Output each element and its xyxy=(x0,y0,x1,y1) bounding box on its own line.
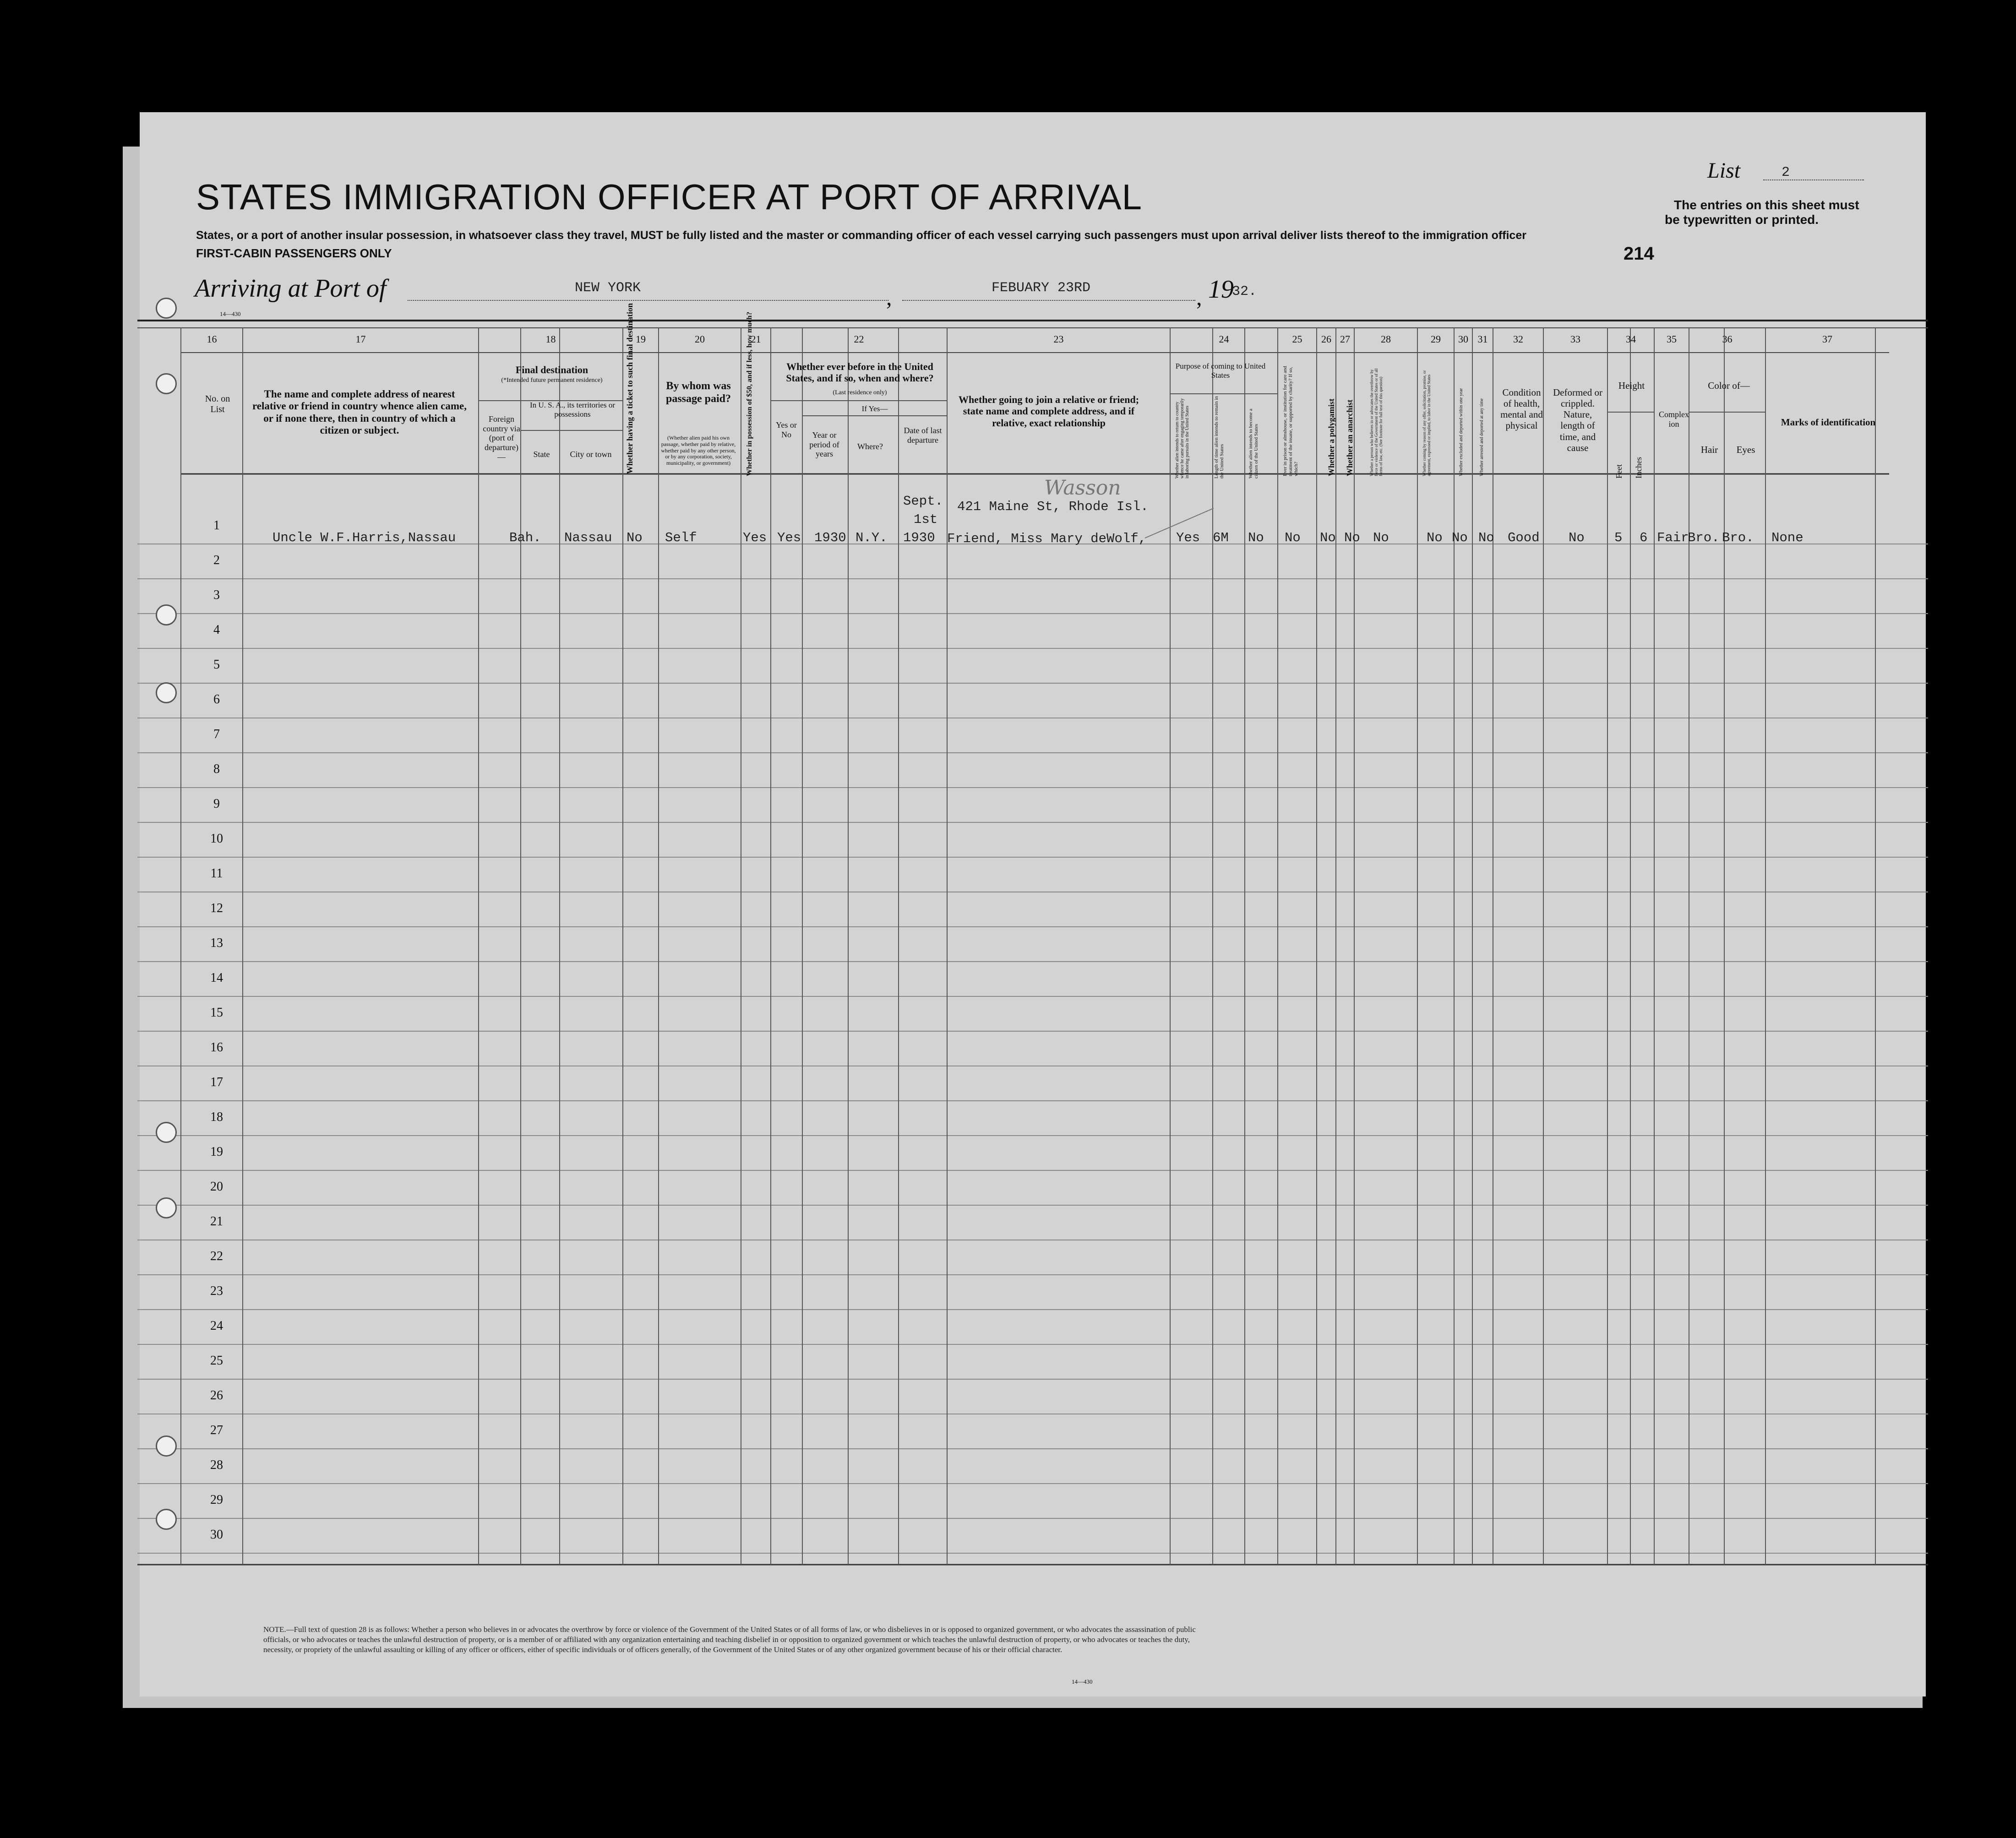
column-number: 17 xyxy=(355,333,366,345)
header-passage-paid: By whom was passage paid? xyxy=(665,380,731,405)
header-polygamist: Whether a polygamist xyxy=(1327,398,1336,476)
entry-foreign-country: Bah. xyxy=(509,530,541,545)
header-deported: Whether arrested and deported at any time xyxy=(1479,398,1484,476)
header-ticket: Whether having a ticket to such final destination xyxy=(625,303,634,474)
row-number: 6 xyxy=(213,692,220,707)
column-number: 18 xyxy=(545,333,556,345)
entry-departure-month: Sept. xyxy=(903,494,943,509)
entry-feet: 5 xyxy=(1614,530,1623,545)
comma: , xyxy=(886,284,892,310)
header-excluded: Whether excluded and deported within one year xyxy=(1459,388,1464,476)
row-number: 29 xyxy=(210,1493,223,1507)
row-number: 19 xyxy=(210,1145,223,1159)
header-foreign-country: Foreign country via (port of departure)— xyxy=(483,414,520,462)
row-number: 7 xyxy=(213,727,220,741)
year-prefix: 19 xyxy=(1208,275,1234,304)
binder-hole-icon xyxy=(156,1436,177,1457)
entry-before-yes-no: Yes xyxy=(777,530,801,545)
header-complexion: Complexion xyxy=(1659,410,1689,429)
row-number: 11 xyxy=(210,866,223,881)
row-number: 4 xyxy=(213,623,220,637)
header-marks: Marks of identification xyxy=(1781,417,1876,428)
entry-relative: Uncle W.F.Harris,Nassau xyxy=(272,530,456,545)
column-number: 16 xyxy=(207,333,217,345)
entry-return-intent: Yes xyxy=(1176,530,1200,545)
entry-eyes: Bro. xyxy=(1722,530,1754,545)
page-title: STATES IMMIGRATION OFFICER AT PORT OF ARRIVAL xyxy=(196,177,1143,217)
entry-complexion: Fair xyxy=(1657,530,1689,545)
header-color-of: Color of— xyxy=(1708,380,1750,391)
row-number: 25 xyxy=(210,1354,223,1368)
row-number: 23 xyxy=(210,1284,223,1298)
column-number: 27 xyxy=(1340,333,1350,345)
binder-hole-icon xyxy=(156,682,177,703)
header-yes-no: Yes or No xyxy=(776,420,797,439)
date-underline xyxy=(902,300,1195,301)
row-number: 10 xyxy=(210,832,223,846)
row-number: 13 xyxy=(210,936,223,950)
footnote: NOTE.—Full text of question 28 is as follows: Whether a person who believes in or advocates the overthrow by force or violence of the Government of the United States or of all forms of law, or who disbelieves in or is opposed to organized government, or who advocates the assassination of public officials, or who advocates or teaches the unlawful destruction of property, or is a member of or affiliated with any organization entertaining and teaching disbelief in or opposition to organized government or which teaches the unlawful destruction of property, or who advocates or teaches the duty, necessity, or propriety of the unlawful assaulting or killing of any officer or officers, either of specific individuals or of officers generally, of the Government of the United States or of any other organized government because of his or their official character. xyxy=(263,1625,1196,1654)
header-anarchist: Whether an anarchist xyxy=(1345,399,1354,476)
binder-hole-icon xyxy=(156,1197,177,1218)
column-number: 29 xyxy=(1431,333,1441,345)
column-number: 31 xyxy=(1477,333,1488,345)
header-length-stay: Length of time alien intends to remain in the United States xyxy=(1214,396,1225,479)
row-number: 5 xyxy=(213,658,220,672)
row-number: 17 xyxy=(210,1075,223,1089)
date-value: FEBUARY 23RD xyxy=(992,280,1091,296)
entry-q29: No xyxy=(1427,530,1443,545)
header-before-in-us: Whether ever before in the United States, and if so, when and where? xyxy=(786,361,934,384)
header-state: State xyxy=(533,450,550,459)
list-number: 2 xyxy=(1782,165,1790,180)
class-line: FIRST-CABIN PASSENGERS ONLY xyxy=(196,246,392,260)
row-number: 30 xyxy=(210,1528,223,1542)
row-number: 28 xyxy=(210,1458,223,1472)
entry-length-of-stay: 6M xyxy=(1213,530,1229,545)
header-departure-date: Date of last departure xyxy=(904,426,942,445)
column-number: 24 xyxy=(1219,333,1229,345)
row-number: 1 xyxy=(213,518,220,533)
header-prison: Ever in prison or almshouse, or institution for care and treatment of the insane, or supported by charity? If so, which? xyxy=(1282,366,1299,476)
comma: , xyxy=(1196,284,1202,310)
header-join-relative: Whether going to join a relative or friend; state name and complete address, and if relative, exact relationship xyxy=(958,394,1139,429)
header-health: Condition of health, mental and physical xyxy=(1500,387,1543,431)
row-number: 18 xyxy=(210,1110,223,1124)
subtitle: States, or a port of another insular possession, in whatsoever class they travel, MUST be fully listed and the master or commanding officer of each vessel carrying such passengers must upon arrival deliver lists thereof to the immigration officer xyxy=(196,229,1526,242)
column-number: 37 xyxy=(1822,333,1832,345)
entry-become-citizen: No xyxy=(1248,530,1264,545)
entry-inches: 6 xyxy=(1640,530,1648,545)
header-last-residence: (Last residence only) xyxy=(833,389,887,396)
header-eyes: Eyes xyxy=(1736,444,1755,455)
row-number: 3 xyxy=(213,588,220,602)
port-underline xyxy=(408,300,888,301)
entry-q28: No xyxy=(1373,530,1389,545)
column-number: 21 xyxy=(751,333,761,345)
row-number: 15 xyxy=(210,1006,223,1020)
header-feet: Feet xyxy=(1614,464,1624,479)
entry-paid-by: Self xyxy=(665,530,697,545)
entry-before-where: N.Y. xyxy=(855,530,888,545)
column-number: 25 xyxy=(1292,333,1302,345)
entry-hair: Bro. xyxy=(1688,530,1720,545)
column-number: 35 xyxy=(1667,333,1677,345)
instructions-line1: The entries on this sheet must xyxy=(1674,198,1859,212)
binder-hole-icon xyxy=(156,1509,177,1530)
header-in-usa: In U. S. A., its territories or possessions xyxy=(529,401,616,419)
entry-prison: No xyxy=(1285,530,1301,545)
header-contract-labor: Whether coming by reason of any offer, solicitation, promise, or agreement, expressed or implied, to labor in the United States xyxy=(1422,370,1431,476)
row-number: 2 xyxy=(213,553,220,567)
row-number: 21 xyxy=(210,1214,223,1229)
binder-hole-icon xyxy=(156,298,177,319)
entry-q31: No xyxy=(1478,530,1494,545)
year-suffix: 32. xyxy=(1232,284,1257,299)
entry-departure-year: 1930 xyxy=(903,530,935,545)
header-relative: The name and complete address of nearest relative or friend in country whence alien came, or if none there, then in country of which a citizen or subject. xyxy=(252,388,467,436)
column-number: 30 xyxy=(1458,333,1468,345)
header-fifty-dollars: Whether in possession of $50, and if less, how much? xyxy=(746,311,753,476)
column-number: 19 xyxy=(636,333,646,345)
entry-handwritten-note: Wasson xyxy=(1044,476,1121,500)
entry-ticket: No xyxy=(627,530,643,545)
row-number: 20 xyxy=(210,1180,223,1194)
header-inches: Inches xyxy=(1634,457,1643,479)
column-number: 23 xyxy=(1053,333,1064,345)
header-purpose: Purpose of coming to United States xyxy=(1175,362,1266,380)
column-number: 33 xyxy=(1570,333,1580,345)
entry-anarchist: No xyxy=(1344,530,1360,545)
form-code: 14—430 xyxy=(220,310,241,317)
row-number: 8 xyxy=(213,762,220,776)
binder-hole-icon xyxy=(156,373,177,394)
entry-polygamist: No xyxy=(1320,530,1336,545)
column-number: 36 xyxy=(1722,333,1733,345)
column-number: 22 xyxy=(854,333,864,345)
header-deformed: Deformed or crippled. Nature, length of time, and cause xyxy=(1553,387,1602,453)
port-value: NEW YORK xyxy=(575,280,641,296)
row-number: 14 xyxy=(210,971,223,985)
column-number: 32 xyxy=(1513,333,1523,345)
entry-join-friend: Friend, Miss Mary deWolf, xyxy=(947,531,1147,546)
entry-deformed: No xyxy=(1569,530,1585,545)
entry-city: Nassau xyxy=(564,530,612,545)
list-label: List xyxy=(1707,158,1741,183)
header-where: Where? xyxy=(857,442,883,451)
header-intent-return: Whether alien intends to return to country whence he came after engaging temporarily in laboring pursuits in the United States xyxy=(1175,398,1190,479)
binder-hole-icon xyxy=(156,1122,177,1143)
instructions-line2: be typewritten or printed. xyxy=(1665,212,1819,227)
row-number: 26 xyxy=(210,1388,223,1403)
binder-hole-icon xyxy=(156,604,177,625)
row-number: 24 xyxy=(210,1319,223,1333)
entry-marks: None xyxy=(1771,530,1804,545)
footer-code: 14—430 xyxy=(1072,1678,1093,1685)
entry-departure-day: 1st xyxy=(914,512,938,527)
header-city: City or town xyxy=(570,450,612,459)
column-number: 34 xyxy=(1626,333,1636,345)
header-height: Height xyxy=(1618,380,1645,391)
column-number: 28 xyxy=(1381,333,1391,345)
list-underline xyxy=(1763,179,1864,180)
header-become-citizen: Whether alien intends to become a citizen of the United States xyxy=(1248,408,1259,479)
column-number: 26 xyxy=(1321,333,1331,345)
header-year: Year or period of years xyxy=(809,430,839,459)
header-final-destination: Final destination xyxy=(515,364,588,375)
entry-join-address: 421 Maine St, Rhode Isl. xyxy=(957,499,1149,514)
row-number: 16 xyxy=(210,1040,223,1055)
entry-before-year: 1930 xyxy=(814,530,846,545)
entry-health: Good xyxy=(1508,530,1540,545)
row-number: 27 xyxy=(210,1423,223,1437)
entry-q30: No xyxy=(1452,530,1468,545)
header-overthrow: Whether a person who believes in or advocates the overthrow by force or violence of the Government of the United States or of all forms of law, etc. (See footnote for full text of this question) xyxy=(1369,368,1383,476)
header-passage-note: (Whether alien paid his own passage, whether paid by relative, whether paid by any other person, or by any corporation, society, municipality, or government) xyxy=(661,435,736,467)
header-hair: Hair xyxy=(1700,444,1718,455)
row-number: 12 xyxy=(210,901,223,915)
page-number: 214 xyxy=(1624,244,1654,264)
entry-has-fifty: Yes xyxy=(743,530,767,545)
column-number: 20 xyxy=(695,333,705,345)
row-number: 22 xyxy=(210,1249,223,1263)
row-number: 9 xyxy=(213,797,220,811)
port-label: Arriving at Port of xyxy=(195,274,387,303)
header-no-on-list: No. on List xyxy=(205,394,230,414)
header-destination-note: (*Intended future permanent residence) xyxy=(501,377,603,384)
header-if-yes: If Yes— xyxy=(861,404,888,413)
